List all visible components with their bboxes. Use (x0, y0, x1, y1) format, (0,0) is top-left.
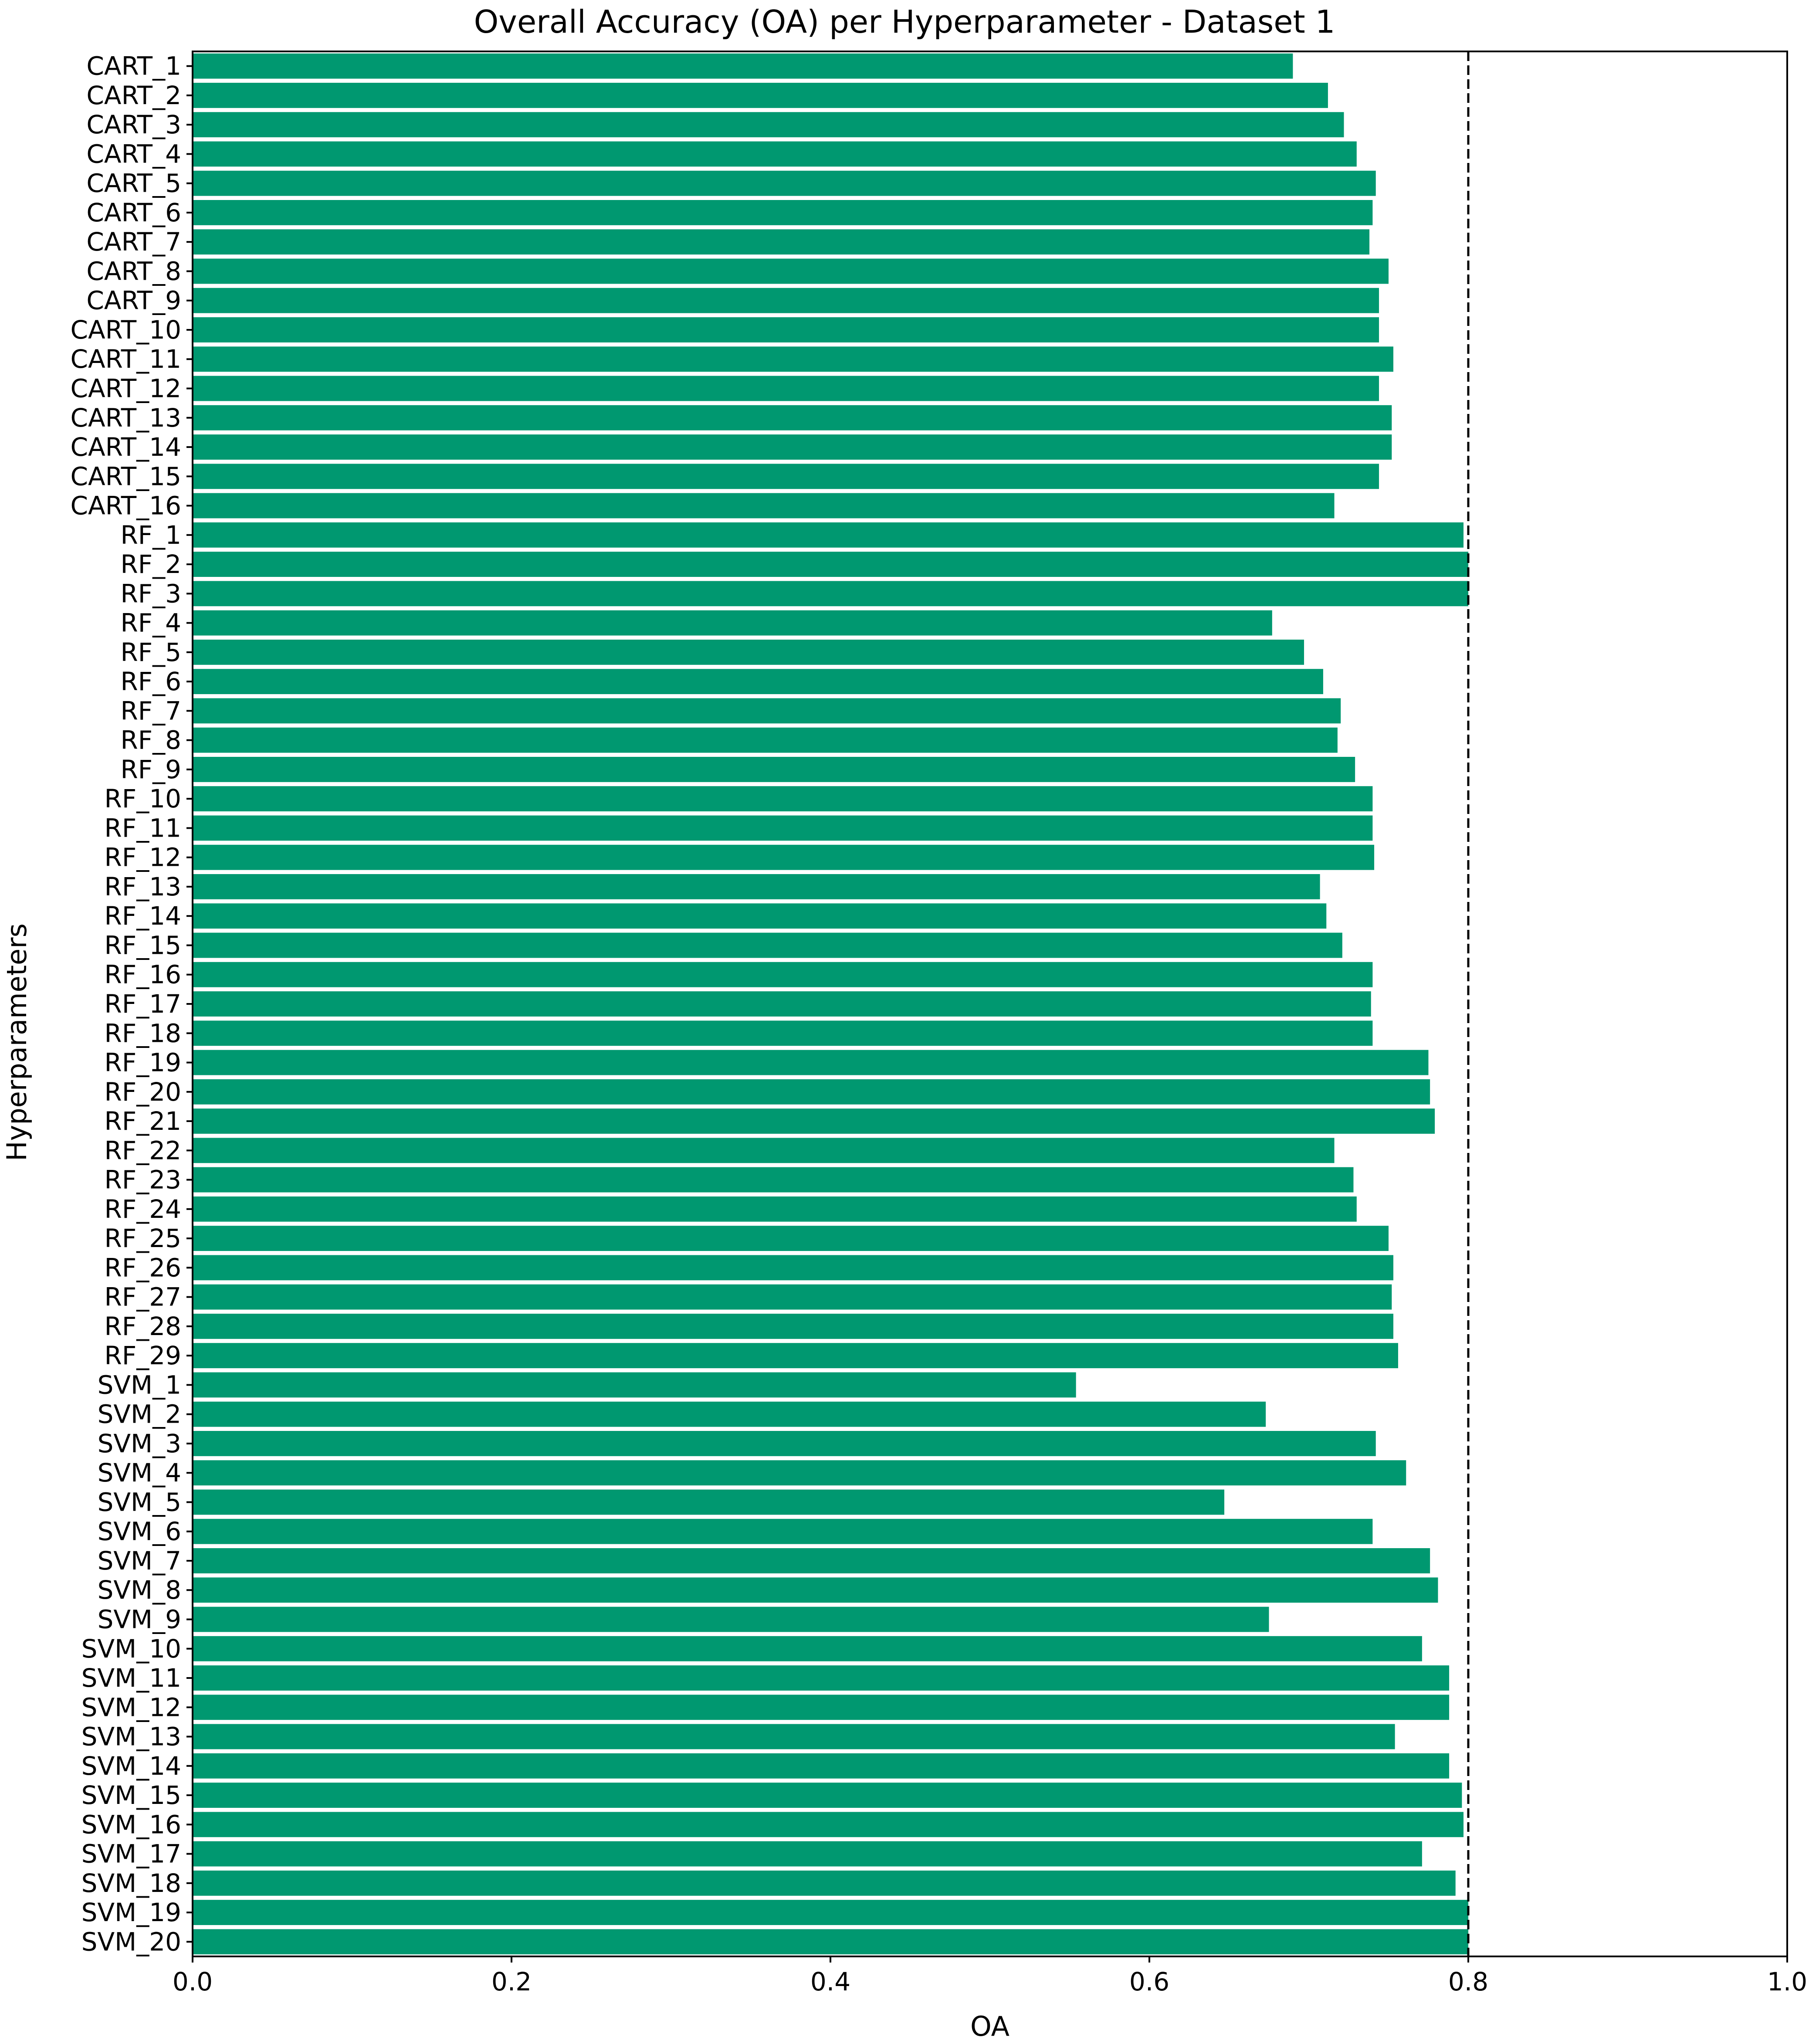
bar-cart-7 (193, 229, 1369, 254)
y-tick-label: RF_8 (120, 725, 181, 755)
bar-svm-2 (193, 1402, 1266, 1427)
y-tick-label: RF_16 (104, 959, 181, 990)
bar-rf-3 (193, 581, 1468, 606)
y-tick-label: SVM_17 (81, 1839, 181, 1869)
bar-rf-29 (193, 1343, 1398, 1368)
y-tick-label: RF_26 (104, 1253, 181, 1283)
bar-cart-14 (193, 434, 1392, 460)
y-tick-label: SVM_7 (97, 1546, 181, 1576)
y-tick-label: RF_25 (104, 1224, 181, 1254)
bar-svm-12 (193, 1695, 1449, 1720)
bars-layer (193, 54, 1468, 1955)
y-tick-label: SVM_9 (97, 1604, 181, 1634)
y-tick-label: RF_23 (104, 1165, 181, 1195)
x-tick-label: 0.8 (1448, 1967, 1489, 1997)
bar-cart-13 (193, 405, 1392, 430)
y-tick-label: SVM_14 (81, 1751, 181, 1781)
y-tick-label: SVM_10 (81, 1634, 181, 1664)
bar-svm-20 (193, 1929, 1468, 1954)
x-tick-label: 0.4 (810, 1967, 851, 1997)
y-tick-label: SVM_19 (81, 1898, 181, 1928)
bar-cart-10 (193, 317, 1379, 342)
y-tick-label: SVM_6 (97, 1516, 181, 1546)
y-tick-label: RF_13 (104, 871, 181, 902)
bar-rf-22 (193, 1138, 1335, 1163)
bar-cart-6 (193, 200, 1372, 225)
y-tick-label: SVM_11 (81, 1663, 181, 1693)
y-tick-label: RF_7 (120, 696, 181, 726)
bar-rf-18 (193, 1020, 1372, 1046)
bar-rf-25 (193, 1226, 1389, 1251)
y-tick-label: CART_11 (70, 344, 181, 374)
y-tick-label: RF_28 (104, 1311, 181, 1341)
bar-rf-26 (193, 1255, 1393, 1280)
bar-rf-19 (193, 1050, 1429, 1075)
bar-svm-7 (193, 1548, 1430, 1573)
bar-rf-6 (193, 669, 1323, 694)
x-tick-label: 1.0 (1767, 1967, 1808, 1997)
y-tick-label: RF_3 (120, 579, 181, 609)
bar-rf-7 (193, 698, 1341, 723)
bar-cart-11 (193, 346, 1393, 372)
bar-cart-8 (193, 259, 1389, 284)
y-tick-label: RF_2 (120, 549, 181, 580)
y-tick-label: RF_6 (120, 667, 181, 697)
y-tick-label: CART_5 (86, 168, 181, 198)
bar-cart-3 (193, 112, 1344, 137)
y-tick-label: SVM_12 (81, 1692, 181, 1722)
y-tick-label: RF_12 (104, 842, 181, 872)
x-axis-label: OA (970, 2010, 1010, 2042)
y-tick-label: RF_27 (104, 1282, 181, 1312)
y-tick-label: CART_9 (86, 285, 181, 315)
bar-svm-5 (193, 1490, 1224, 1515)
bar-rf-9 (193, 757, 1355, 782)
y-tick-label: SVM_5 (97, 1487, 181, 1517)
y-tick-label: SVM_18 (81, 1868, 181, 1898)
y-axis-ticks (71, 51, 193, 1957)
x-axis-ticks (173, 1956, 1807, 1997)
bar-svm-4 (193, 1460, 1406, 1485)
y-tick-label: SVM_4 (97, 1458, 181, 1488)
bar-svm-18 (193, 1871, 1456, 1896)
y-tick-label: CART_8 (86, 256, 181, 286)
bar-svm-14 (193, 1753, 1449, 1779)
y-tick-label: RF_14 (104, 901, 181, 931)
bar-rf-21 (193, 1108, 1435, 1134)
y-tick-label: CART_7 (86, 227, 181, 257)
y-tick-label: RF_4 (120, 608, 181, 638)
bar-svm-3 (193, 1431, 1376, 1456)
y-tick-label: SVM_3 (97, 1428, 181, 1458)
bar-svm-9 (193, 1607, 1269, 1632)
y-tick-label: CART_6 (86, 197, 181, 227)
y-tick-label: CART_12 (70, 373, 181, 403)
y-tick-label: CART_2 (86, 80, 181, 110)
bar-rf-10 (193, 786, 1372, 811)
y-tick-label: CART_1 (86, 51, 181, 81)
y-tick-label: RF_22 (104, 1136, 181, 1166)
y-tick-label: SVM_16 (81, 1810, 181, 1840)
y-tick-label: RF_20 (104, 1077, 181, 1107)
bar-svm-8 (193, 1577, 1438, 1603)
bar-svm-19 (193, 1900, 1468, 1925)
y-tick-label: SVM_2 (97, 1399, 181, 1429)
bar-svm-13 (193, 1724, 1395, 1749)
y-tick-label: CART_4 (86, 139, 181, 169)
bar-rf-24 (193, 1197, 1357, 1222)
y-tick-label: RF_9 (120, 754, 181, 784)
y-tick-label: SVM_1 (97, 1370, 181, 1400)
bar-svm-6 (193, 1519, 1372, 1544)
bar-rf-11 (193, 816, 1372, 841)
bar-rf-1 (193, 522, 1463, 548)
bar-rf-5 (193, 640, 1304, 665)
bar-svm-17 (193, 1841, 1422, 1867)
bar-cart-12 (193, 376, 1379, 401)
y-tick-label: RF_24 (104, 1194, 181, 1224)
bar-cart-9 (193, 288, 1379, 313)
y-tick-label: SVM_20 (81, 1927, 181, 1957)
bar-rf-2 (193, 552, 1468, 577)
bar-rf-14 (193, 903, 1326, 929)
bar-rf-23 (193, 1167, 1353, 1193)
bar-svm-16 (193, 1812, 1463, 1837)
y-tick-label: RF_1 (120, 520, 181, 550)
y-tick-label: CART_14 (70, 432, 181, 462)
y-tick-label: SVM_13 (81, 1722, 181, 1752)
x-tick-label: 0.2 (491, 1967, 532, 1997)
bar-svm-15 (193, 1783, 1462, 1808)
bar-rf-4 (193, 610, 1272, 636)
y-tick-label: RF_5 (120, 637, 181, 667)
y-tick-label: RF_17 (104, 989, 181, 1019)
bar-rf-12 (193, 845, 1374, 870)
y-tick-label: SVM_15 (81, 1780, 181, 1810)
bar-rf-27 (193, 1285, 1392, 1310)
y-tick-label: CART_13 (70, 403, 181, 433)
y-tick-label: SVM_8 (97, 1575, 181, 1605)
bar-cart-16 (193, 493, 1335, 519)
x-tick-label: 0.0 (172, 1967, 213, 1997)
y-tick-label: RF_29 (104, 1341, 181, 1371)
y-tick-label: RF_21 (104, 1106, 181, 1136)
bar-cart-4 (193, 141, 1357, 166)
y-tick-label: CART_3 (86, 110, 181, 140)
y-axis-label: Hyperparameters (1, 923, 33, 1161)
bar-cart-15 (193, 464, 1379, 489)
y-tick-label: RF_11 (104, 813, 181, 843)
x-tick-label: 0.6 (1129, 1967, 1170, 1997)
bar-cart-2 (193, 83, 1328, 108)
bar-rf-13 (193, 874, 1320, 899)
bar-rf-20 (193, 1079, 1430, 1105)
y-tick-label: CART_15 (70, 461, 181, 492)
y-tick-label: CART_16 (70, 491, 181, 521)
bar-rf-15 (193, 933, 1342, 958)
y-tick-label: RF_18 (104, 1018, 181, 1048)
bar-svm-1 (193, 1372, 1076, 1397)
chart-title: Overall Accuracy (OA) per Hyperparameter - Dataset 1 (474, 3, 1335, 40)
bar-cart-5 (193, 171, 1376, 196)
y-tick-label: RF_10 (104, 784, 181, 814)
bar-rf-28 (193, 1314, 1393, 1339)
y-tick-label: RF_15 (104, 930, 181, 960)
bar-rf-8 (193, 728, 1338, 753)
y-tick-label: CART_10 (70, 315, 181, 345)
bar-rf-17 (193, 991, 1371, 1017)
bar-rf-16 (193, 962, 1372, 987)
bar-svm-11 (193, 1665, 1449, 1691)
y-tick-label: RF_19 (104, 1047, 181, 1078)
bar-svm-10 (193, 1636, 1422, 1661)
bar-cart-1 (193, 54, 1293, 79)
